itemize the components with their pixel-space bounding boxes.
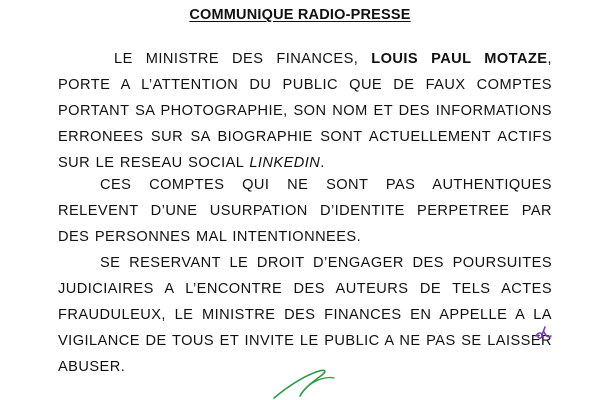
paragraph1-end: . bbox=[320, 155, 325, 171]
paragraph1-intro: LE MINISTRE DES FINANCES, bbox=[114, 51, 372, 67]
paragraph-legal-warning: SE RESERVANT LE DROIT D’ENGAGER DES POURSUITES JUDICIAIRES A L’ENCONTRE DES AUTEURS DE TELS ACTES FRAUDULEUX, LE MINISTRE DES FINANCES EN APPELLE A LA VIGILANCE DE TOUS ET INVITE LE PUBLIC A NE PAS SE LAISSER ABUSER. bbox=[58, 255, 552, 375]
signature-icon bbox=[270, 366, 340, 400]
minister-name: LOUIS PAUL MOTAZE bbox=[371, 51, 548, 67]
paragraph1-body: , PORTE A L’ATTENTION DU PUBLIC QUE DE FAUX COMPTES PORTANT SA PHOTOGRAPHIE, SON NOM ET DES INFORMATIONS ERRONEES SUR SA BIOGRAPHIE SONT ACTUELLEMENT ACTIFS SUR LE RESEAU SOCIAL bbox=[58, 51, 552, 171]
handwritten-initial-icon bbox=[533, 324, 553, 342]
paragraph-fake-accounts: CES COMPTES QUI NE SONT PAS AUTHENTIQUES RELEVENT D’UNE USURPATION D’IDENTITE PERPETREE PAR DES PERSONNES MAL INTENTIONNEES. bbox=[58, 177, 552, 245]
social-network-name: LINKEDIN bbox=[249, 155, 321, 171]
paragraph-ministry-notice bbox=[58, 46, 552, 176]
document-title bbox=[0, 5, 600, 25]
document-title-text: COMMUNIQUE RADIO-PRESSE bbox=[189, 7, 411, 23]
